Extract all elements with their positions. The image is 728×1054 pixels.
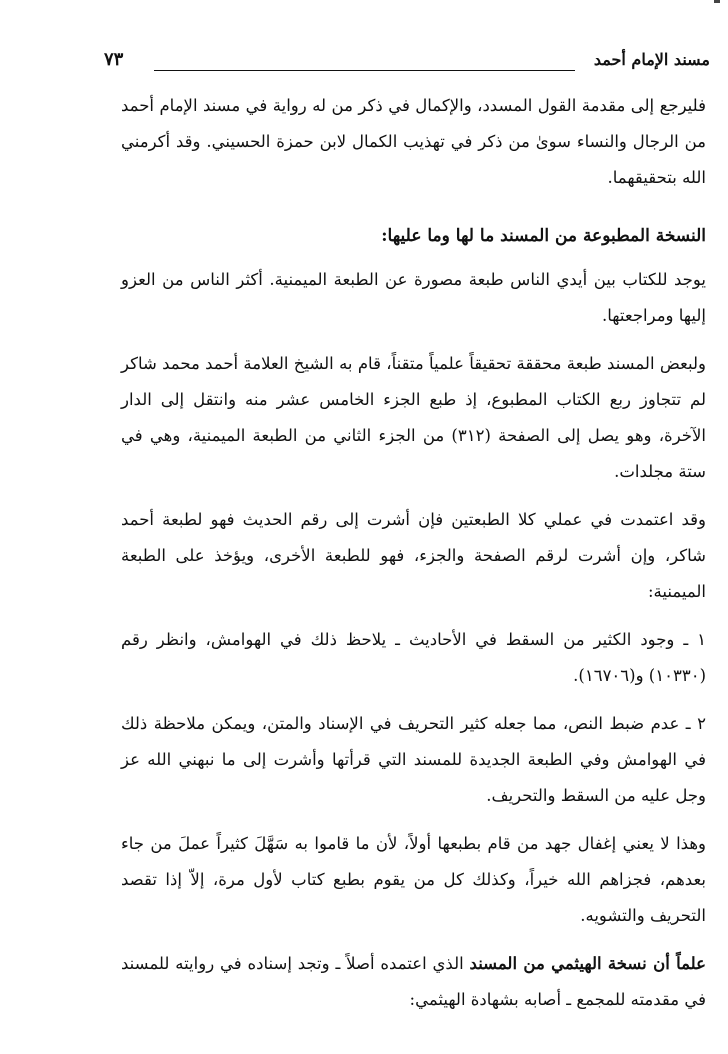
scan-mark — [714, 0, 720, 3]
page-number: ٧٣ — [104, 49, 124, 70]
paragraph-1: فليرجع إلى مقدمة القول المسدد، والإكمال في ذكر من له رواية في مسند الإمام أحمد من الرجال والنساء سوىٰ من ذكر في تهذيب الكمال لابن حمزة الحسيني. وقد أكرمني الله بتحقيقهما. — [121, 96, 706, 187]
paragraph-3: ولبعض المسند طبعة محققة تحقيقاً علمياً متقناً، قام به الشيخ العلامة أحمد محمد شاكر لم تتجاوز ربع الكتاب المطبوع، إذ طبع الجزء الخامس عشر منه وانتقل إلى الدار الآخرة، وهو يصل إلى الصفحة (٣١٢) من الجزء الثاني من الطبعة الميمنية، وهي في ستة مجلدات. — [121, 354, 706, 481]
section-heading: النسخة المطبوعة من المسند ما لها وما عليها: — [381, 226, 706, 246]
list-item-2: ٢ ـ عدم ضبط النص، مما جعله كثير التحريف في الإسناد والمتن، ويمكن ملاحظة ذلك في الهوامش وفي الطبعة الجديدة للمسند التي قرأتها وأشرت إلى ما نبهني الله عز وجل عليه من السقط والتحريف. — [121, 714, 706, 805]
paragraph-2: يوجد للكتاب بين أيدي الناس طبعة مصورة عن الطبعة الميمنية. أكثر الناس من العزو إليها ومراجعتها. — [121, 270, 706, 325]
running-header — [104, 48, 710, 78]
page-body — [121, 88, 706, 1030]
header-rule — [154, 70, 575, 71]
paragraph-8-bold: علماً أن نسخة الهيثمي من المسند — [469, 954, 706, 973]
list-item-1: ١ ـ وجود الكثير من السقط في الأحاديث ـ يلاحظ ذلك في الهوامش، وانظر رقم (١٠٣٣٠) و(١٦٧٠٦). — [121, 630, 706, 685]
paragraph-8 — [121, 946, 706, 1018]
paragraph-8-rest: الذي اعتمده أصلاً ـ وتجد إسناده في روايته للمسند في مقدمته للمجمع ـ أصابه بشهادة الهيثمي: — [121, 954, 706, 1009]
header-title: مسند الإمام أحمد — [593, 50, 710, 69]
paragraph-4: وقد اعتمدت في عملي كلا الطبعتين فإن أشرت إلى رقم الحديث فهو لطبعة أحمد شاكر، وإن أشرت لرقم الصفحة والجزء، فهو للطبعة الأخرى، ويؤخذ على الطبعة الميمنية: — [121, 510, 706, 601]
paragraph-7: وهذا لا يعني إغفال جهد من قام بطبعها أولاً، لأن ما قاموا به سَهَّلَ كثيراً عملَ من جاء بعدهم، فجزاهم الله خيراً، وكذلك كل من يقوم بطبع كتاب لأول مرة، إلاّ إذا تقصد التحريف والتشويه. — [121, 834, 706, 925]
